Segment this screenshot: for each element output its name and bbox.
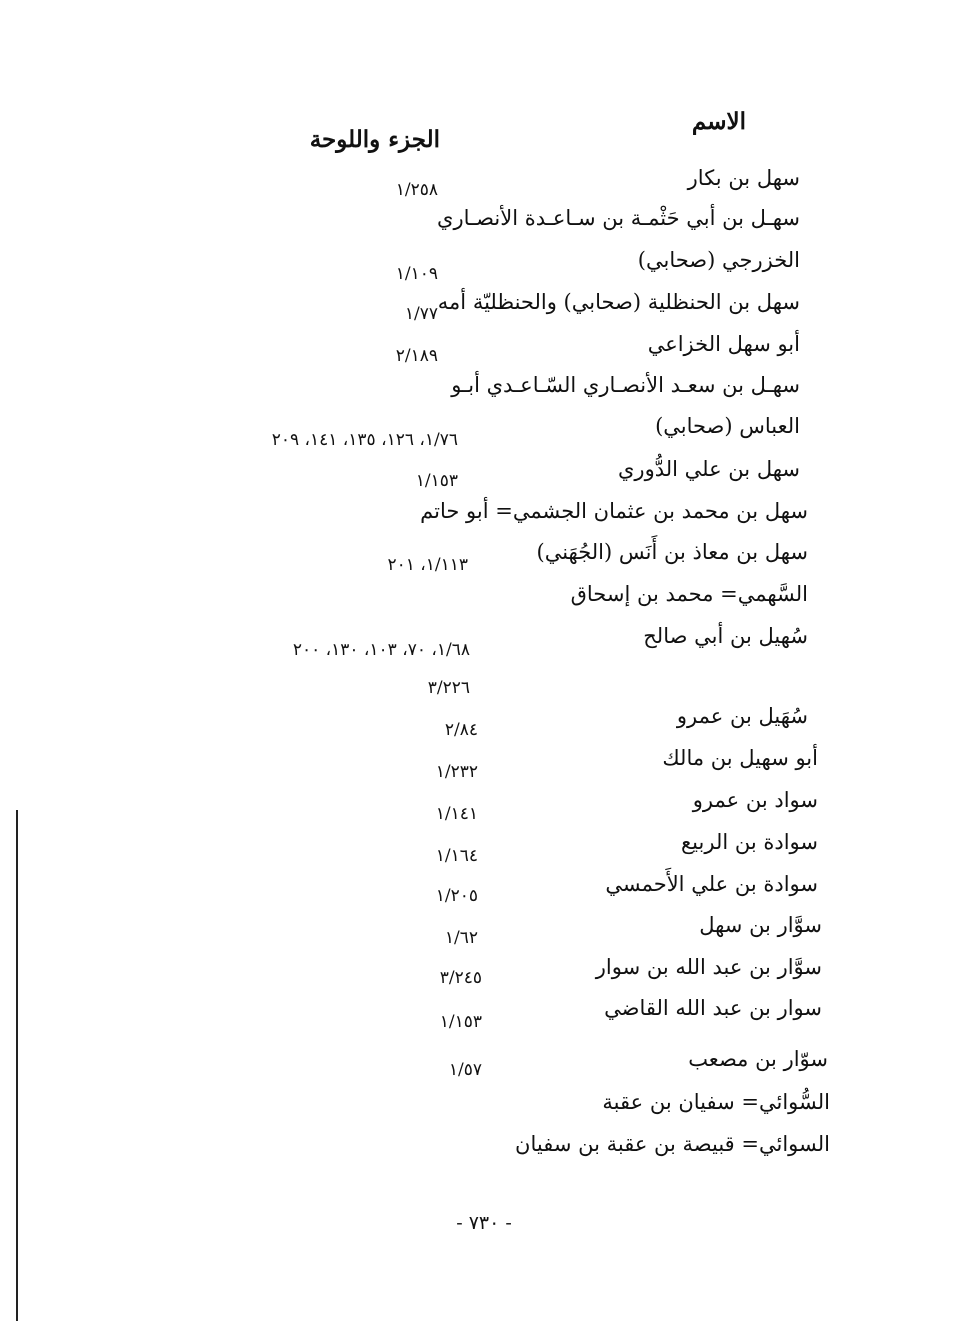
index-entry-name: سهل بن محمد بن عثمان الجشمي= أبو حاتم [420, 499, 808, 523]
index-entry-name: السَّهمي= محمد بن إسحاق [570, 582, 808, 606]
index-entry-ref: ١/١١٣، ٢٠١ [387, 555, 468, 575]
index-entry-name: أبو سهيل بن مالك [662, 746, 818, 770]
index-entry-ref: ٢/٨٤ [444, 720, 478, 740]
index-entry-ref: ٣/٢٤٥ [439, 968, 482, 988]
index-entry-ref: ١/٢٥٨ [395, 180, 438, 200]
index-entry-ref: ٣/٢٢٦ [427, 678, 470, 698]
index-entry-name: سوادة بن الربيع [681, 830, 818, 854]
index-entry-ref: ١/٦٨، ٧٠، ١٠٣، ١٣٠، ٢٠٠ [292, 640, 470, 660]
index-entry-name: سهـل بن أبي حَثْمـة بن سـاعـدة الأنصـاري [437, 206, 800, 230]
index-entry-name: سوار بن عبد الله القاضي [604, 996, 822, 1020]
index-entry-ref: ١/١٥٣ [439, 1012, 482, 1032]
index-entry-name: سهل بن معاذ بن أَنَس (الجُهَني) [536, 540, 808, 564]
index-entry-ref: ١/٥٧ [448, 1060, 482, 1080]
index-entry-ref: ١/٦٢ [444, 928, 478, 948]
index-entry-name: سواد بن عمرو [692, 788, 818, 812]
index-entry-ref: ١/٧٦، ١٢٦، ١٣٥، ١٤١، ٢٠٩ [271, 430, 458, 450]
index-entry-name: سوَّار بن سهل [699, 913, 822, 937]
index-entry-name: سهل بن بكار [687, 166, 800, 190]
index-entry-name: سهل بن علي الدُّوري [618, 457, 800, 481]
column-header-name: الاسم [691, 108, 746, 135]
index-entry-name: سوادة بن علي الأَحمسي [605, 872, 818, 896]
index-entry-ref: ١/١٠٩ [395, 264, 438, 284]
index-entry-name: سُهَيل بن عمرو [676, 704, 808, 728]
index-entry-name: سوَّار بن عبد الله بن سوار [595, 955, 822, 979]
index-entry-ref: ١/١٤١ [435, 804, 478, 824]
index-entry-name-continued: الخزرجي (صحابي) [637, 248, 800, 272]
index-entry-ref: ١/٢٠٥ [435, 886, 478, 906]
index-entry-name: سهل بن الحنظلية (صحابي) والحنظليّة أمه [437, 290, 800, 314]
index-entry-ref: ١/٧٧ [404, 304, 438, 324]
index-entry-name: السوائي= قبيصة بن عقبة بن سفيان [515, 1132, 830, 1156]
index-entry-name: سهـل بن سعـد الأنصـاري السّـاعـدي أبـو [451, 373, 800, 397]
page-number: - ٧٣٠ - [456, 1212, 512, 1234]
index-entry-ref: ١/٢٣٢ [435, 762, 478, 782]
index-entry-name: أبو سهل الخزاعي [647, 332, 800, 356]
page-edge-line [16, 810, 18, 1321]
index-entry-ref: ١/١٥٣ [415, 471, 458, 491]
index-entry-name: سوّار بن مصعب [688, 1047, 828, 1071]
index-entry-name: سُهيل بن أبي صالح [643, 624, 808, 648]
index-entry-ref: ٢/١٨٩ [395, 346, 438, 366]
index-entry-name: السُّوائي= سفيان بن عقبة [602, 1090, 830, 1114]
index-entry-ref: ١/١٦٤ [435, 846, 478, 866]
column-header-volume-page: الجزء واللوحة [309, 126, 440, 153]
index-entry-name-continued: العباس (صحابي) [655, 414, 800, 438]
